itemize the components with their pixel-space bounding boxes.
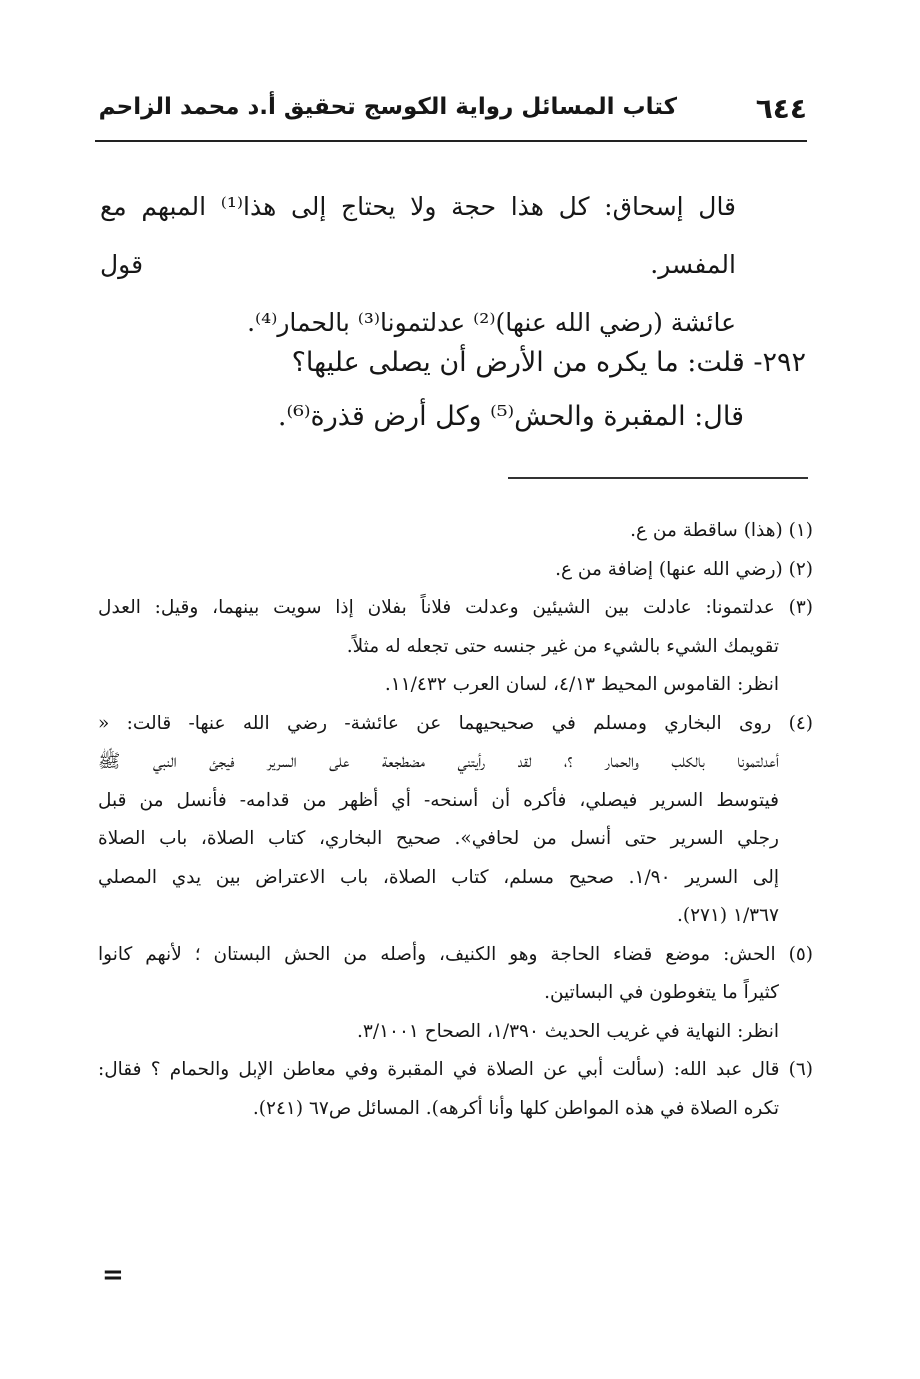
page-number: ٦٤٤	[755, 92, 807, 125]
footnote-separator	[508, 477, 808, 479]
running-title: كتاب المسائل رواية الكوسج تحقيق أ.د محمد الزاحم	[98, 94, 677, 120]
footnote-line: (٥) الحش: موضع قضاء الحاجة وهو الكنيف، وأصله من الحش البستان ؛ لأنهم كانوا	[98, 943, 813, 965]
footnote-3	[98, 589, 813, 705]
footnote-line: رجلي السرير حتى أنسل من لحافي». صحيح البخاري، كتاب الصلاة، باب الصلاة	[98, 828, 779, 849]
continuation-mark: =	[102, 1260, 124, 1290]
footnote-line: كثيراً ما يتغوطون في البساتين.	[544, 982, 779, 1003]
footnote-6	[98, 1051, 813, 1128]
footnote-4	[98, 705, 813, 936]
footnote-5	[98, 936, 813, 1052]
question-line: ٢٩٢- قلت: ما يكره من الأرض أن يصلى عليها؟	[291, 347, 806, 378]
footnotes	[98, 512, 813, 1128]
footnote-line: انظر: النهاية في غريب الحديث ١/٣٩٠، الصحاح ٣/١٠٠١.	[357, 1020, 779, 1042]
footnote-line: تقويمك الشيء بالشيء من غير جنسه حتى تجعله له مثلاً.	[346, 635, 779, 657]
footnote-line: فيتوسط السرير فيصلي، فأكره أن أسنحه- أي أظهر من قدامه- فأنسل من قبل	[98, 789, 779, 811]
footnote-line: أعدلتمونا بالكلب والحمار ؟، لقد رأيتني مضطجعة على السرير فيجئ النبي ﷺ	[98, 751, 779, 772]
footnote-line: (١) (هذا) ساقطة من ع.	[630, 520, 813, 541]
footnote-line: (٤) روى البخاري ومسلم في صحيحيهما عن عائشة- رضي الله عنها- قالت: «	[98, 712, 813, 734]
page-header	[95, 88, 807, 130]
question-block	[277, 336, 806, 444]
footnote-2	[98, 551, 813, 590]
footnote-line: تكره الصلاة في هذه المواطن كلها وأنا أكرهه). المسائل ص٦٧ (٢٤١).	[252, 1097, 779, 1119]
main-paragraph	[100, 178, 736, 352]
footnote-line: انظر: القاموس المحيط ٤/١٣، لسان العرب ١١/٤٣٢.	[384, 674, 779, 695]
answer-line: قال: المقبرة والحش⁽⁵⁾ وكل أرض قذرة⁽⁶⁾.	[277, 401, 744, 432]
footnote-line: (٢) (رضي الله عنها) إضافة من ع.	[555, 558, 813, 580]
footnote-1	[98, 512, 813, 551]
footnote-line: إلى السرير ١/٩٠. صحيح مسلم، كتاب الصلاة، باب الاعتراض بين يدي المصلي	[98, 866, 779, 888]
paragraph-line: عائشة (رضي الله عنها)⁽²⁾ عدلتمونا⁽³⁾ بالحمار⁽⁴⁾.	[247, 308, 736, 337]
footnote-line: (٣) عدلتمونا: عادلت بين الشيئين وعدلت فلاناً بفلان إذا سويت بينهما، وقيل: العدل	[98, 597, 813, 618]
header-rule	[95, 140, 807, 142]
footnote-line: ١/٣٦٧ (٢٧١).	[676, 905, 779, 926]
footnote-line: (٦) قال عبد الله: (سألت أبي عن الصلاة في المقبرة وفي معاطن الإبل والحمام ؟ فقال:	[98, 1059, 813, 1080]
paragraph-line: قال إسحاق: كل هذا حجة ولا يحتاج إلى هذا⁽¹⁾ المبهم مع المفسر. قول	[100, 192, 737, 279]
